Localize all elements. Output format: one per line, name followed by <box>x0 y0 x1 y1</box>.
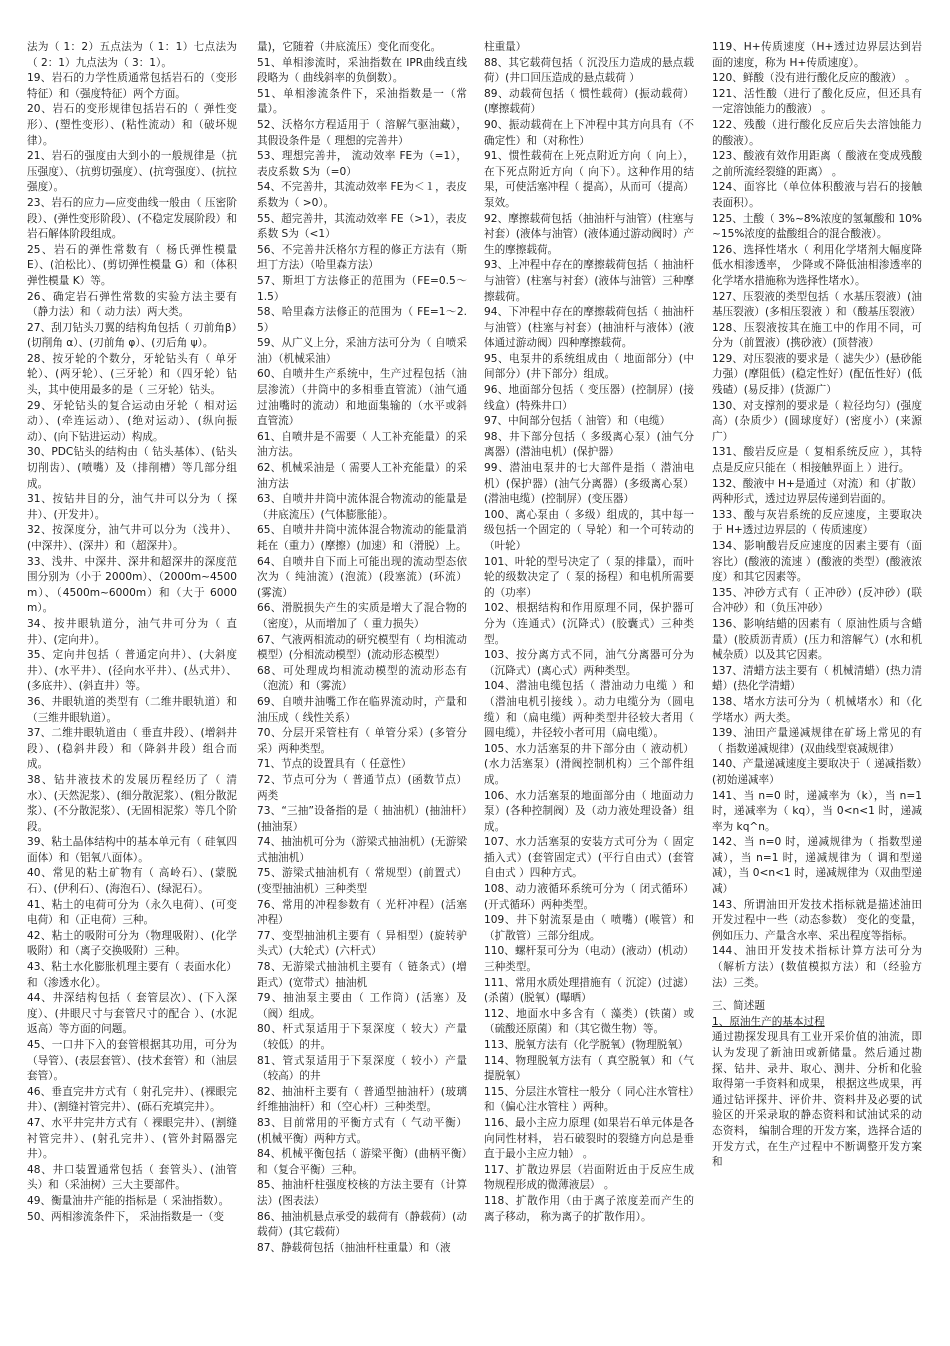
question-item: 45、一口井下入的套管根据其功用，可分为（导管）、(表层套管）、(技术套管）和（油层套管）。 <box>27 1039 237 1083</box>
question-item: 73、“三抽”设备指的是（ 抽油机）(抽油杆）(抽油泵） <box>257 805 467 833</box>
column-4 <box>712 40 922 1340</box>
question-item: 柱重量） <box>484 41 527 53</box>
question-item: 130、对支撑剂的要求是（ 粒径均匀）(强度高）(杂质少）(圆球度好）(密度小）(来源广） <box>712 399 922 443</box>
question-item: 78、无游梁式抽油机主要有（ 链条式）(增距式）(宽带式）抽油机 <box>257 961 467 989</box>
question-item: 35、定向井包括（ 普通定向井）、(大斜度井）、(水平井）、(径向水平井）、(丛式井）、(多底井）、(斜直井）等。 <box>27 649 237 693</box>
question-item: 28、按牙轮的个数分，牙轮钻头有（ 单牙轮）、(两牙轮）、(三牙轮）和（四牙轮）钻头，其中使用最多的是（ 三牙轮）钻头。 <box>27 352 237 397</box>
question-item: 100、离心泵由（ 多级）组成的，其中每一级包括一个固定的（ 导轮）和一个可转动的（叶轮） <box>484 508 694 552</box>
question-item: 109、井下射流泵是由（ 喷嘴）(喉管）和（扩散管）三部分组成。 <box>484 914 694 942</box>
question-item: 57、斯坦丁方法修正的范围为（FE=0.5～1.5） <box>257 274 467 303</box>
question-item: 59、从广义上分，采油方法可分为（ 自喷采油）（机械采油） <box>257 337 467 365</box>
question-item: 133、酸与灰岩系统的反应速度，主要取决于 H+透过边界层的（ 传质速度） <box>712 508 922 537</box>
question-item: 77、变型抽油机主要有（ 异相型）(旋转驴头式）(大轮式）(六杆式） <box>257 929 467 958</box>
question-item: 51、单相渗流时，采油指数在 IPR曲线直线段略为（ 曲线斜率的负倒数）。 <box>257 56 467 85</box>
question-item: 62、机械采油是（ 需要人工补充能量）的采油方法 <box>257 462 467 490</box>
question-item: 142、当 n=0 时，递减规律为（ 指数型递减），当 n=1 时，递减规律为（ 调和型递减），当 0<n<1 时，递减规律为（双曲型递减） <box>712 836 922 896</box>
question-item: 118、扩散作用（由于离子浓度差而产生的离子移动， 称为离子的扩散作用）。 <box>484 1194 694 1223</box>
question-item: 44、井深结构包括（ 套管层次）、(下入深度）、(井眼尺寸与套管尺寸的配合 ）、(水泥返高）等方面的问题。 <box>27 992 237 1036</box>
question-item: 法为（ 1：2）五点法为（ 1：1）七点法为（ 2：1）九点法为（ 3：1）。 <box>27 41 237 69</box>
question-item: 76、常用的冲程参数有（ 光杆冲程）(活塞冲程） <box>257 898 467 927</box>
question-item: 111、常用水质处理措施有（ 沉淀）(过滤）(杀菌）(脱氧）(曝晒） <box>484 976 694 1005</box>
column-4-items <box>712 40 922 991</box>
question-item: 48、井口装置通常包括（ 套管头）、(油管头）和（采油树）三大主要部件。 <box>27 1163 237 1192</box>
question-item: 96、地面部分包括（ 变压器）(控制屏）(接线盒）(特殊井口） <box>484 384 694 412</box>
question-item: 89、动载荷包括（ 惯性载荷）(振动载荷）(摩擦载荷） <box>484 87 694 116</box>
question-item: 32、按深度分，油气井可以分为（浅井）、(中深井）、(深井）和（超深井）。 <box>27 524 237 552</box>
question-item: 90、振动载荷在上下冲程中其方向具有（不确定性）和（对称性） <box>484 118 694 147</box>
question-item: 38、钻井液技术的发展历程经历了（ 清水）、(天然泥浆）、(细分散泥浆）、(粗分散泥浆）、(不分散泥浆）、(无固相泥浆）等几个阶段。 <box>27 773 237 833</box>
question-item: 67、气液两相流动的研究模型有（ 均相流动模型）(分相流动模型）(流动形态模型） <box>257 633 467 662</box>
question-item: 101、叶轮的型号决定了（ 泵的排量），而叶轮的级数决定了（ 泵的扬程）和电机所需要的（功率） <box>484 555 694 599</box>
question-item: 112、地面水中多含有（ 藻类）(铁菌）或（硫酸还原菌）和（其它微生物）等。 <box>484 1007 694 1036</box>
question-item: 通过勘探发现具有工业开采价值的油流，即认为发现了新油田或新储量。然后通过勘探、钻井、录井、取心、测井、分析和化验取得第一手资料和成果， 根据这些成果，再通过钻评探井、评价井、资料井及必要的试验区的开采录取的静态资料和试油试采的动态资料， 编制合理的开发方案，选择合适的开发方式，在生产过程中不断调整开发方案和 <box>712 1031 922 1169</box>
question-item: 42、粘土的吸附可分为（物理吸附）、(化学吸附）和（离子交换吸附）三种。 <box>27 929 237 958</box>
question-item: 23、岩石的应力—应变曲线一般由（ 压密阶段）、(弹性变形阶段）、(不稳定发展阶段）和岩石解体阶段组成。 <box>27 196 237 241</box>
question-item: 58、哈里森方法修正的范围为（ FE=1～2.5） <box>257 306 467 334</box>
question-item: 47、水平井完井方式有（ 裸眼完井）、(割缝衬管完井）、(射孔完井）、(管外封隔器完井）。 <box>27 1116 237 1161</box>
question-item: 103、按分离方式不同，油气分离器可分为（沉降式）(离心式）两种类型。 <box>484 649 694 677</box>
question-item: 72、节点可分为（ 普通节点）(函数节点）两类 <box>257 773 467 802</box>
question-item: 64、自喷井自下而上可能出现的流动型态依次为（ 纯油流）(泡流）(段塞流）(环流）(雾流） <box>257 555 467 599</box>
question-item: 79、抽油泵主要由（ 工作筒）(活塞）及（阀）组成。 <box>257 992 467 1020</box>
question-item: 43、粘土水化膨胀机理主要有（ 表面水化）和（渗透水化）。 <box>27 961 237 989</box>
question-item: 110、螺杆泵可分为（电动）(液动）(机动）三种类型。 <box>484 945 694 974</box>
question-item: 98、井下部分包括（ 多级离心泵）(油气分离器）(潜油电机）(保护器） <box>484 430 694 459</box>
question-item: 82、抽油杆主要有（ 普通型抽油杆）(玻璃纤维抽油杆）和（空心杆）三种类型。 <box>257 1085 467 1114</box>
question-item: 69、自喷井油嘴工作在临界流动时，产量和油压成（ 线性关系） <box>257 695 467 724</box>
question-item: 135、冲砂方式有（ 正冲砂）(反冲砂）(联合冲砂）和（负压冲砂） <box>712 586 922 615</box>
question-item: 108、动力液循环系统可分为（ 闭式循环）(开式循环）两种类型。 <box>484 883 694 911</box>
question-item: 132、酸液中 H+是通过（对流）和（扩散）两种形式，透过边界层传递到岩面的。 <box>712 477 922 506</box>
question-item: 61、自喷井是不需要（ 人工补充能量）的采油方法。 <box>257 430 467 459</box>
question-item: 55、超完善井，其流动效率 FE（>1），表皮系数 S为（<1） <box>257 212 467 241</box>
question-item: 37、二维井眼轨道由（ 垂直井段）、(增斜井段）、(稳斜井段）和（降斜井段）组合而成。 <box>27 727 237 771</box>
question-item: 92、摩擦载荷包括（抽油杆与油管）(柱塞与衬套）(液体与油管）(液体通过游动阀时）产生的摩擦载荷。 <box>484 212 694 256</box>
column-3 <box>484 40 694 1340</box>
column-2 <box>257 40 467 1340</box>
question-item: 83、目前常用的平衡方式有（ 气动平衡）(机械平衡）两种方式。 <box>257 1116 467 1145</box>
question-item: 91、惯性载荷在上死点附近方向（ 向上），在下死点附近方向（ 向下）。这种作用的结果，可使活塞冲程（ 提高），从而可（提高）泵效。 <box>484 150 694 209</box>
question-item: 41、粘土的电荷可分为（永久电荷）、(可变电荷）和（正电荷）三种。 <box>27 898 237 927</box>
question-item: 71、节点的设置具有（ 任意性） <box>257 758 412 771</box>
column-1 <box>27 40 237 1340</box>
question-item: 80、杆式泵适用于下泵深度（ 较大）产量（较低）的井。 <box>257 1023 467 1051</box>
question-item: 138、堵水方法可分为（ 机械堵水）和（化学堵水）两大类。 <box>712 695 922 724</box>
question-item: 74、抽油机可分为（游梁式抽油机）(无游梁式抽油机） <box>257 836 467 864</box>
question-item: 126、选择性堵水（ 利用化学堵剂大幅度降低水相渗透率， 少降或不降低油相渗透率的化学堵水措施称为选择性堵水）。 <box>712 243 922 287</box>
question-item: 33、浅井、中深井、深井和超深井的深度范围分别为（小于 2000m）、（2000m~4500m）、（4500m~6000m）和（大于 6000m）。 <box>27 555 237 615</box>
question-item: 19、岩石的力学性质通常包括岩石的（变形特征）和（强度特征）两个方面。 <box>27 72 237 100</box>
question-item: 127、压裂液的类型包括（ 水基压裂液）(油基压裂液）(多相压裂液 ）和（酸基压裂液） <box>712 290 922 319</box>
question-item: 39、粘土晶体结构中的基本单元有（ 硅氧四面体）和（铝氧八面体）。 <box>27 836 237 864</box>
question-item: 97、中间部分包括（ 油管）和（电缆） <box>484 415 671 428</box>
question-item: 46、垂直完井方式有（ 射孔完井）、(裸眼完井）、(割缝衬管完井）、(砾石充填完井）。 <box>27 1085 237 1114</box>
question-item: 121、活性酸（进行了酸化反应，但还具有一定溶蚀能力的酸液） 。 <box>712 87 922 116</box>
question-item: 36、井眼轨道的类型有（二维井眼轨道）和（三维井眼轨道）。 <box>27 695 237 724</box>
question-item: 136、影响结蜡的因素有（ 原油性质与含蜡量）(胶质沥青质）(压力和溶解气）(水和机械杂质）以及其它因素。 <box>712 617 922 662</box>
question-item: 113、脱氧方法有（化学脱氧）(物理脱氧） <box>484 1039 689 1051</box>
question-item: 81、管式泵适用于下泵深度（ 较小）产量（较高）的井 <box>257 1054 467 1083</box>
question-item: 56、不完善井沃格尔方程的修正方法有（斯坦丁方法）（哈里森方法） <box>257 243 467 272</box>
question-item: 87、静载荷包括（抽油杆柱重量）和（液 <box>257 1241 451 1254</box>
question-item: 114、物理脱氧方法有（ 真空脱氧）和（气提脱氧） <box>484 1054 694 1083</box>
question-item: 量)，它随着（井底流压）变化而变化。 <box>257 41 442 53</box>
question-item: 34、按井眼轨道分，油气井可分为（ 直井）、(定向井）。 <box>27 617 237 646</box>
question-item: 143、所谓油田开发技术指标就是描述油田开发过程中一些（动态参数） 变化的变量，例如压力、产量含水率、采出程度等指标。 <box>712 898 922 942</box>
question-item: 123、酸液有效作用距离（ 酸液在变成残酸之前所流经裂缝的距离） 。 <box>712 150 922 178</box>
question-item: 105、水力活塞泵的井下部分由（ 液动机）(水力活塞泵）(滑阀控制机构）三个部件组成。 <box>484 742 694 786</box>
question-item: 65、自喷井井筒中流体混合物流动的能量消耗在（重力）(摩擦）(加速）和（滑脱）上。 <box>257 524 467 552</box>
question-item: 26、确定岩石弹性常数的实验方法主要有（静力法）和（ 动力法）两大类。 <box>27 290 237 319</box>
question-item: 93、上冲程中存在的摩擦载荷包括（ 抽油杆与油管）(柱塞与衬套）(液体与油管）三种摩擦载荷。 <box>484 259 694 303</box>
question-item: 116、最小主应力原理 (如果岩石单元体是各向同性材料， 岩石破裂时的裂缝方向总是垂直于最小主应力轴） 。 <box>484 1116 694 1161</box>
question-item: 139、油田产量递减规律在矿场上常见的有（ 指数递减规律）(双曲线型衰减规律） <box>712 727 922 755</box>
question-item: 122、残酸（进行酸化反应后失去溶蚀能力的酸液）。 <box>712 118 922 147</box>
question-item: 75、游梁式抽油机有（ 常规型）(前置式）(变型抽油机）三种类型 <box>257 867 467 896</box>
question-item: 70、分层开采管柱有（ 单管分采）(多管分采）两种类型。 <box>257 727 467 755</box>
question-item: 99、潜油电泵井的七大部件是指（ 潜油电机）(保护器）(油气分离器）(多级离心泵）(潜油电缆）(控制屏）(变压器） <box>484 462 694 506</box>
column-4-tail <box>712 1030 922 1170</box>
question-item: 94、下冲程中存在的摩擦载荷包括（ 抽油杆与油管）(柱塞与衬套）(抽油杆与液体）(液体通过游动阀）四种摩擦载荷。 <box>484 306 694 350</box>
question-item: 141、当 n=0 时，递减率为（k），当 n=1 时，递减率为（ kq），当 0<n<1 时，递减率为 kq^n。 <box>712 789 922 833</box>
question-item: 131、酸岩反应是（ 复相系统反应 ），其特点是反应只能在（ 相接触界面上 ）进行。 <box>712 446 922 475</box>
question-item: 120、鲜酸（没有进行酸化反应的酸液） 。 <box>712 72 916 85</box>
question-item: 137、清蜡方法主要有（ 机械清蜡）(热力清蜡）(热化学清蜡） <box>712 664 922 693</box>
question-item: 63、自喷井井筒中流体混合物流动的能量是（井底流压）(气体膨胀能）。 <box>257 493 467 521</box>
question-item: 86、抽油机悬点承受的载荷有（静载荷）(动载荷）(其它载荷） <box>257 1210 467 1239</box>
question-item: 85、抽油杆柱强度校核的方法主要有（计算法）(图表法） <box>257 1179 467 1207</box>
question-item: 25、岩石的弹性常数有（ 杨氏弹性模量 E）、(泊松比）、(剪切弹性模量 G）和（体积弹性模量 K）等。 <box>27 243 237 287</box>
question-item: 40、常见的粘土矿物有（ 高岭石）、(蒙脱石）、(伊利石）、(海泡石）、(绿泥石）。 <box>27 867 237 896</box>
question-item: 115、分层注水管柱一般分（ 同心注水管柱）和（偏心注水管柱 ）两种。 <box>484 1085 694 1114</box>
question-item: 107、水力活塞泵的安装方式可分为（ 固定插入式）(套管固定式）(平行自由式）(套管自由式 ）四种方式。 <box>484 836 694 880</box>
question-item: 119、H+传质速度（H+透过边界层达到岩面的速度，称为 H+传质速度）。 <box>712 41 922 69</box>
question-item: 53、理想完善井， 流动效率 FE为（=1），表皮系数 S为（=0） <box>257 150 467 178</box>
question-item: 106、水力活塞泵的地面部分由（ 地面动力泵）(各种控制阀）及（动力液处理设备）组成。 <box>484 789 694 833</box>
question-item: 54、不完善井，其流动效率 FE为＜１，表皮系数为（ >0）。 <box>257 181 467 209</box>
question-item: 68、可处理成均相流动模型的流动形态有（泡流）和（雾流） <box>257 664 467 693</box>
question-item: 21、岩石的强度由大到小的一般规律是（抗压强度）、（抗剪切强度）、(抗弯强度）、(抗拉强度）。 <box>27 150 237 194</box>
question-item: 88、其它载荷包括（ 沉没压力造成的悬点载荷）(井口回压造成的悬点载荷 ） <box>484 56 694 85</box>
question-item: 31、按钻井目的分，油气井可以分为（ 探井）、(开发井）。 <box>27 493 237 521</box>
question-item: 29、牙轮钻头的复合运动由牙轮（ 相对运动）、(牵连运动）、(绝对运动）、(纵向振动）、(向下钻进运动）构成。 <box>27 399 237 443</box>
question-item: 60、自喷井生产系统中，生产过程包括（油层渗流）（井筒中的多相垂直管流）（油气通过油嘴时的流动）和地面集输的（水平或斜直管流） <box>257 368 467 428</box>
question-item: 30、PDC钻头的结构由（ 钻头基体）、(钻头切削齿）、(喷嘴）及（排削槽）等几部分组成。 <box>27 446 237 490</box>
question-item: 66、滑脱损失产生的实质是增大了混合物的（密度），从而增加了（ 重力损失） <box>257 602 467 630</box>
question-item: 124、面容比（单位体积酸液与岩石的接触表面积）。 <box>712 181 922 209</box>
question-item: 95、电泵井的系统组成由（ 地面部分）(中间部分）(井下部分）组成。 <box>484 352 694 381</box>
question-item: 49、衡量油井产能的指标是（ 采油指数）。 <box>27 1194 230 1207</box>
question-item: 20、岩石的变形规律包括岩石的（ 弹性变形）、(塑性变形）、(粘性流动）和（破坏规律）。 <box>27 103 237 147</box>
question-item: 125、土酸（ 3%~8%浓度的氢氟酸和 10%~15%浓度的盐酸组合的混合酸液）。 <box>712 212 922 241</box>
question-item: 128、压裂液按其在施工中的作用不同，可分为（前置液）(携砂液）(顶替液） <box>712 321 922 350</box>
question-item: 27、刮刀钻头刀翼的结构角包括（ 刃前角β）(切削角 α）、(刃前角 φ）、(刃后角 ψ）。 <box>27 321 237 350</box>
section-title: 三、简述题 <box>712 1000 765 1013</box>
subsection-title: 1、原油生产的基本过程 <box>712 1015 825 1028</box>
question-item: 102、根据结构和作用原理不同，保护器可分为（连通式）(沉降式）(胶囊式）三种类型。 <box>484 602 694 646</box>
question-item: 51、单相渗流条件下，采油指数是一（常量）。 <box>257 87 467 116</box>
question-item: 117、扩散边界层（岩面附近由于反应生成物规程形成的微薄液层） 。 <box>484 1163 694 1192</box>
question-item: 50、两相渗流条件下， 采油指数是一（变 <box>27 1210 224 1223</box>
question-item: 144、油田开发技术指标计算方法可分为（解析方法）(数值模拟方法）和（经验方法）三类。 <box>712 945 922 989</box>
question-item: 52、沃格尔方程适用于（ 溶解气驱油藏），其假设条件是（ 理想的完善井） <box>257 118 467 147</box>
question-item: 129、对压裂液的要求是（ 滤失少）(悬砂能力强）(摩阻低）(稳定性好）(配伍性好）(低残碴）(易反排）(货源广） <box>712 352 922 397</box>
question-item: 134、影响酸岩反应速度的因素主要有（面容比）(酸液的流速 ）(酸液的类型）(酸液浓度）和其它因素等。 <box>712 540 922 584</box>
question-item: 84、机械平衡包括（ 游梁平衡）(曲柄平衡）和（复合平衡）三种。 <box>257 1148 467 1176</box>
question-item: 104、潜油电缆包括（ 潜油动力电缆 ）和（潜油电机引接线 ）。动力电缆分为（圆电缆）和（扁电缆）两种类型井径较大者用（ 圆电缆），井径较小者可用（扁电缆）。 <box>484 680 694 740</box>
question-item: 140、产量递减速度主要取决于（ 递减指数）(初始递减率） <box>712 758 922 786</box>
